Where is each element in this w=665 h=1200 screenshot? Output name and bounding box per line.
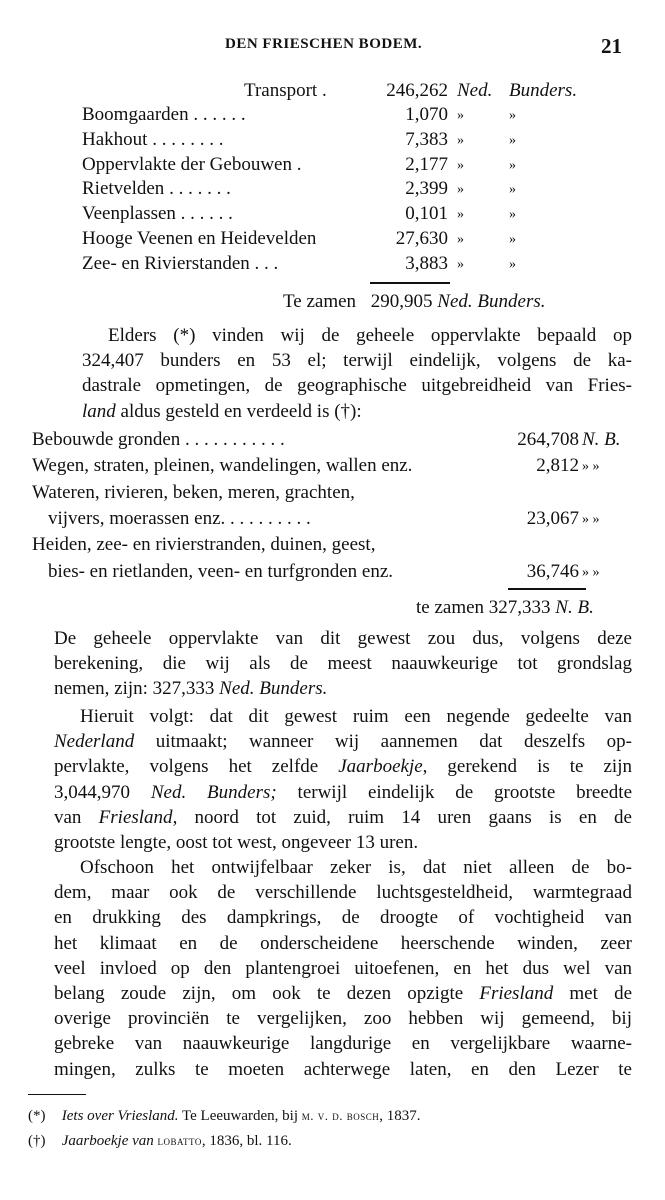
table-row: Wegen, straten, pleinen, wandelingen, wallen enz. 2,812 » » <box>32 455 600 476</box>
paragraph: Hieruit volgt: dat dit gewest ruim een negende gedeelte van Nederland uitmaakt; wanneer wij aannemen dat deszelfs op- pervlakte, volgens het zelfde Jaarboekje, gerekend is te zijn 3,044,970 Ned. Bunders; terwijl eindelijk de grootste breedte van Friesland, noord tot zuid, ruim 14 uren gaans is en de grootste lengte, oost tot west, ongeveer 13 uren. <box>54 706 633 853</box>
page-header <box>0 34 665 64</box>
table-row: Oppervlakte der Gebouwen . 2,177 » » <box>82 154 516 175</box>
table-row: Zee- en Rivierstanden . . . 3,883 » » <box>82 253 516 274</box>
paragraph: Ofschoon het ontwijfelbaar zeker is, dat niet alleen de bo- dem, maar ook de verschillende luchtsgesteldheid, warmtegraad en drukking des dampkrings, de droogte of vochtigheid van het klimaat en de onderscheidene heerschende winden, zeer veel invloed op den plantengroei uitoefenen, en het dus wel van belang zoude zijn, om ook te dezen opzigte Friesland met de overige provinciën te vergelijken, zoo hebben wij gemeend, bij gebreke van naauwkeurige langdurige en vergelijkbare waarne- mingen, zulks te moeten achterwege laten, en den Lezer te <box>54 857 632 1080</box>
sum-rule <box>508 588 586 590</box>
paragraph: Elders (*) vinden wij de geheele oppervlakte bepaald op 324,407 bunders en 53 el; terwijl eindelijk, volgens de ka- dastrale opmetingen, de geographische uitgebreidheid van Fries- land aldus gesteld en verdeeld is (†): <box>82 325 632 422</box>
sum-rule <box>370 282 450 284</box>
transport-row: Transport . 246,262 Ned. Bunders. <box>244 80 578 101</box>
table-row: Wateren, rivieren, beken, meren, grachten, <box>32 482 355 503</box>
page-number: 21 <box>601 34 622 58</box>
footnote: (*) Iets over Vriesland. Te Leeuwarden, bij m. v. d. bosch, 1837. <box>28 1108 421 1124</box>
area-total: te zamen 327,333 N. B. <box>416 597 594 618</box>
footnote-rule <box>28 1094 86 1095</box>
paragraph: De geheele oppervlakte van dit gewest zou dus, volgens deze berekening, die wij als de meest naauwkeurige tot grondslag nemen, zijn: 327,333 Ned. Bunders. <box>54 628 632 700</box>
table-row: Boomgaarden . . . . . . 1,070 » » <box>82 104 516 125</box>
table-row: Hakhout . . . . . . . . 7,383 » » <box>82 129 516 150</box>
table-row: Bebouwde gronden . . . . . . . . . . . 264,708 N. B. <box>32 429 621 450</box>
table-row: Rietvelden . . . . . . . 2,399 » » <box>82 178 516 199</box>
table-row: bies- en rietlanden, veen- en turfgronden enz. 36,746 » » <box>48 561 600 582</box>
table-row: Hooge Veenen en Heidevelden 27,630 » » <box>82 228 516 249</box>
table-row: Veenplassen . . . . . . 0,101 » » <box>82 203 516 224</box>
table-row: Heiden, zee- en rivierstranden, duinen, geest, <box>32 534 376 555</box>
running-title: DEN FRIESCHEN BODEM. <box>225 36 423 52</box>
footnote: (†) Jaarboekje van lobatto, 1836, bl. 116. <box>28 1133 292 1149</box>
table-row: vijvers, moerassen enz. . . . . . . . . . 23,067 » » <box>48 508 600 529</box>
table-total: Te zamen 290,905 Ned. Bunders. <box>283 291 546 312</box>
